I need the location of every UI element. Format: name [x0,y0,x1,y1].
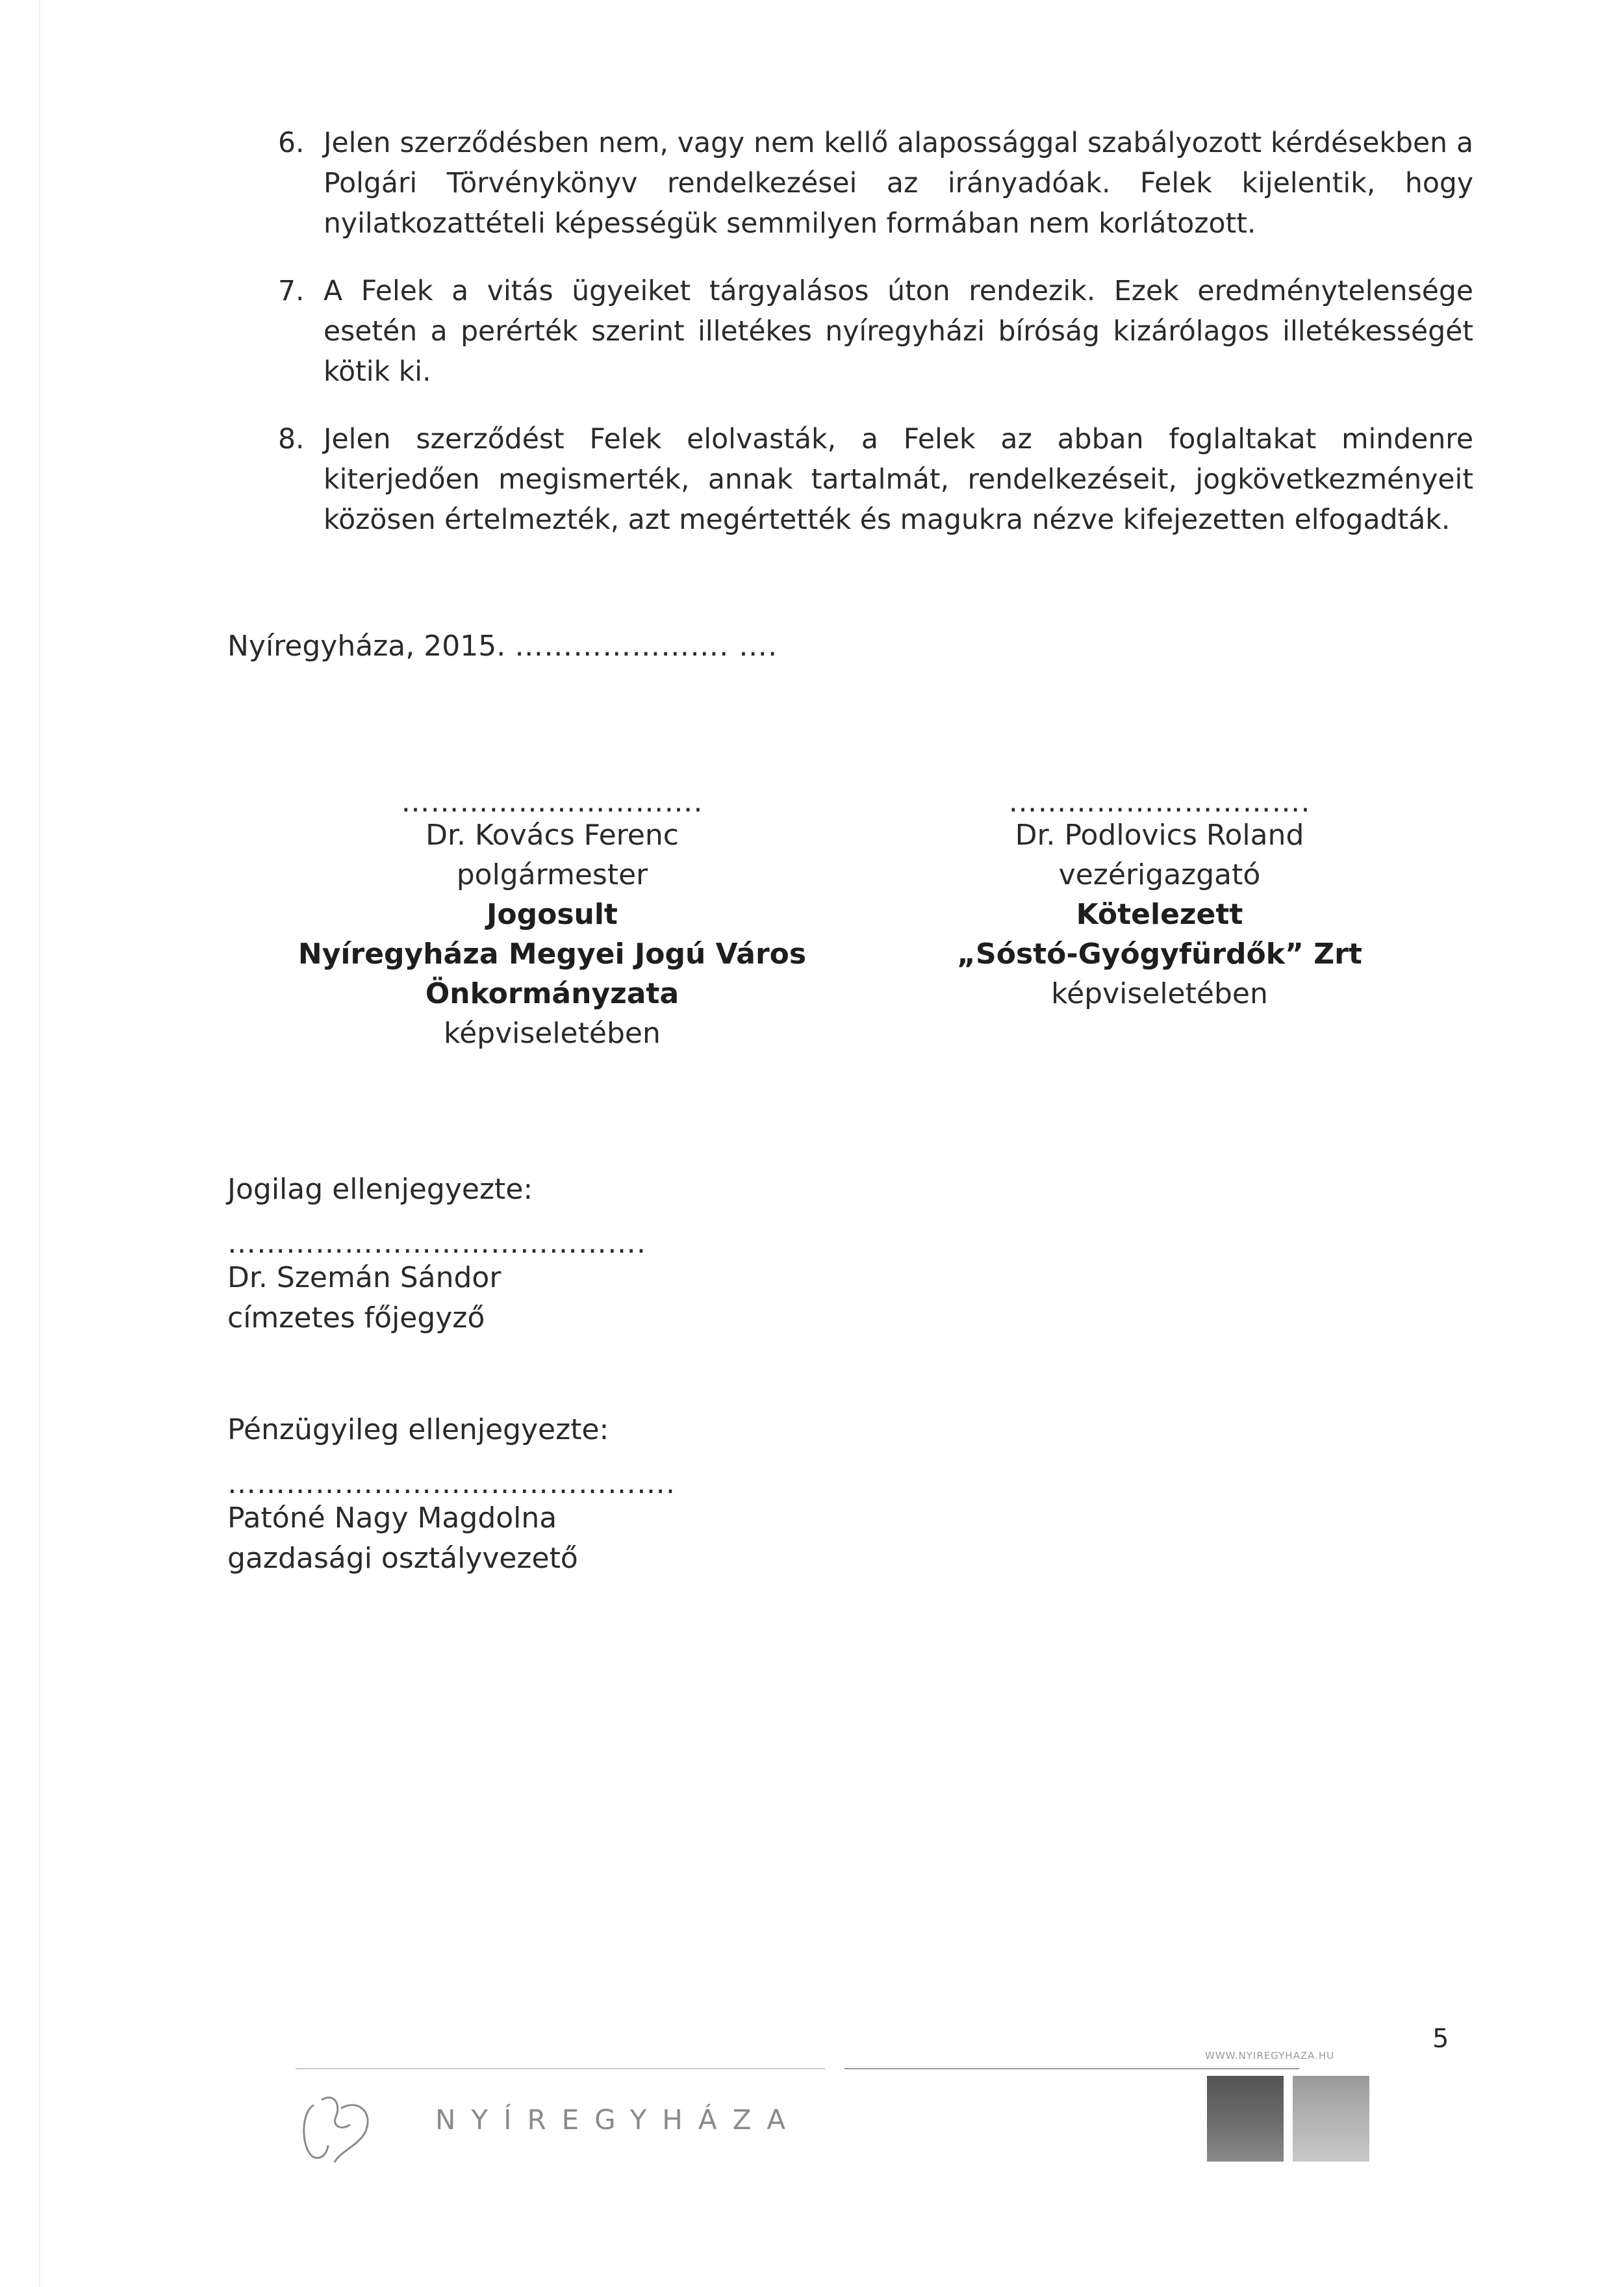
footer-accent-block-dark [1207,2076,1284,2162]
clause-number: 6. [278,127,305,159]
clause-text: Jelen szerződést Felek elolvasták, a Felek az abban foglaltakat mindenre kiterjedően megismerték, annak tartalmát, rendelkezéseit, jogkövetkezményeit közösen értelmezték, azt megértették és magukra nézve kifejezetten elfogadták. [324,424,1473,536]
signatory-title: vezérigazgató [1058,858,1261,891]
countersign-line-dots: ………………………………………. [227,1467,676,1500]
place-date-text: Nyíregyháza, 2015. [227,630,506,663]
party-organization: „Sóstó-Gyógyfürdők” Zrt [957,938,1362,971]
signature-block-obligated [867,786,1452,1014]
nyiregyhaza-city-logo-icon [296,2086,380,2170]
footer-accent-block-light [1293,2076,1369,2162]
signatory-title: polgármester [456,858,648,891]
party-role: Kötelezett [1076,898,1243,931]
signatory-capacity: képviseletében [1051,977,1268,1010]
countersign-label: Jogilag ellenjegyezte: [227,1173,533,1206]
clause-text: Jelen szerződésben nem, vagy nem kellő alapossággal szabályozott kérdésekben a Polgári Törvénykönyv rendelkezései az irányadóak. Felek kijelentik, hogy nyilatkozattételi képességük semmilyen formában nem korlátozott. [324,127,1473,240]
party-organization-cont: Önkormányzata [425,977,679,1010]
signature-block-entitled [260,786,844,1053]
clause-text: A Felek a vitás ügyeiket tárgyalásos úton rendezik. Ezek eredménytelensége esetén a perérték szerint illetékes nyíregyházi bíróság kizárólagos illetékességét kötik ki. [324,275,1473,388]
countersigner-title: gazdasági osztályvezető [227,1542,578,1575]
place-and-date [227,627,778,666]
financial-countersignature [227,1410,676,1579]
date-blank-dots: …………………. …. [514,630,778,663]
countersign-line-dots: ……………………………………. [227,1227,646,1260]
countersigner-name: Patóné Nagy Magdolna [227,1501,557,1535]
signature-line-dots: …………………………. [401,786,704,819]
clause-number: 7. [278,275,305,307]
party-organization: Nyíregyháza Megyei Jogú Város [298,938,807,971]
signatory-name: Dr. Kovács Ferenc [425,819,679,852]
footer-divider-right [844,2068,1299,2069]
clause-number: 8. [278,424,305,455]
clause-8 [278,420,1473,541]
page-number: 5 [1432,2024,1449,2054]
signatory-name: Dr. Podlovics Roland [1015,819,1304,852]
legal-countersignature [227,1169,646,1338]
clause-7 [278,272,1473,392]
countersigner-title: címzetes főjegyző [227,1301,485,1335]
page-edge [39,0,40,2287]
clause-6 [278,123,1473,244]
countersigner-name: Dr. Szemán Sándor [227,1261,501,1294]
contract-clauses [278,123,1473,568]
party-role: Jogosult [487,898,618,931]
signatory-capacity: képviseletében [444,1017,661,1050]
signature-line-dots: …………………………. [1008,786,1311,819]
footer-wordmark: NYÍREGYHÁZA [435,2104,802,2136]
countersign-label: Pénzügyileg ellenjegyezte: [227,1413,609,1446]
footer-url: WWW.NYIREGYHAZA.HU [1205,2050,1335,2062]
footer-divider-left [296,2068,825,2069]
